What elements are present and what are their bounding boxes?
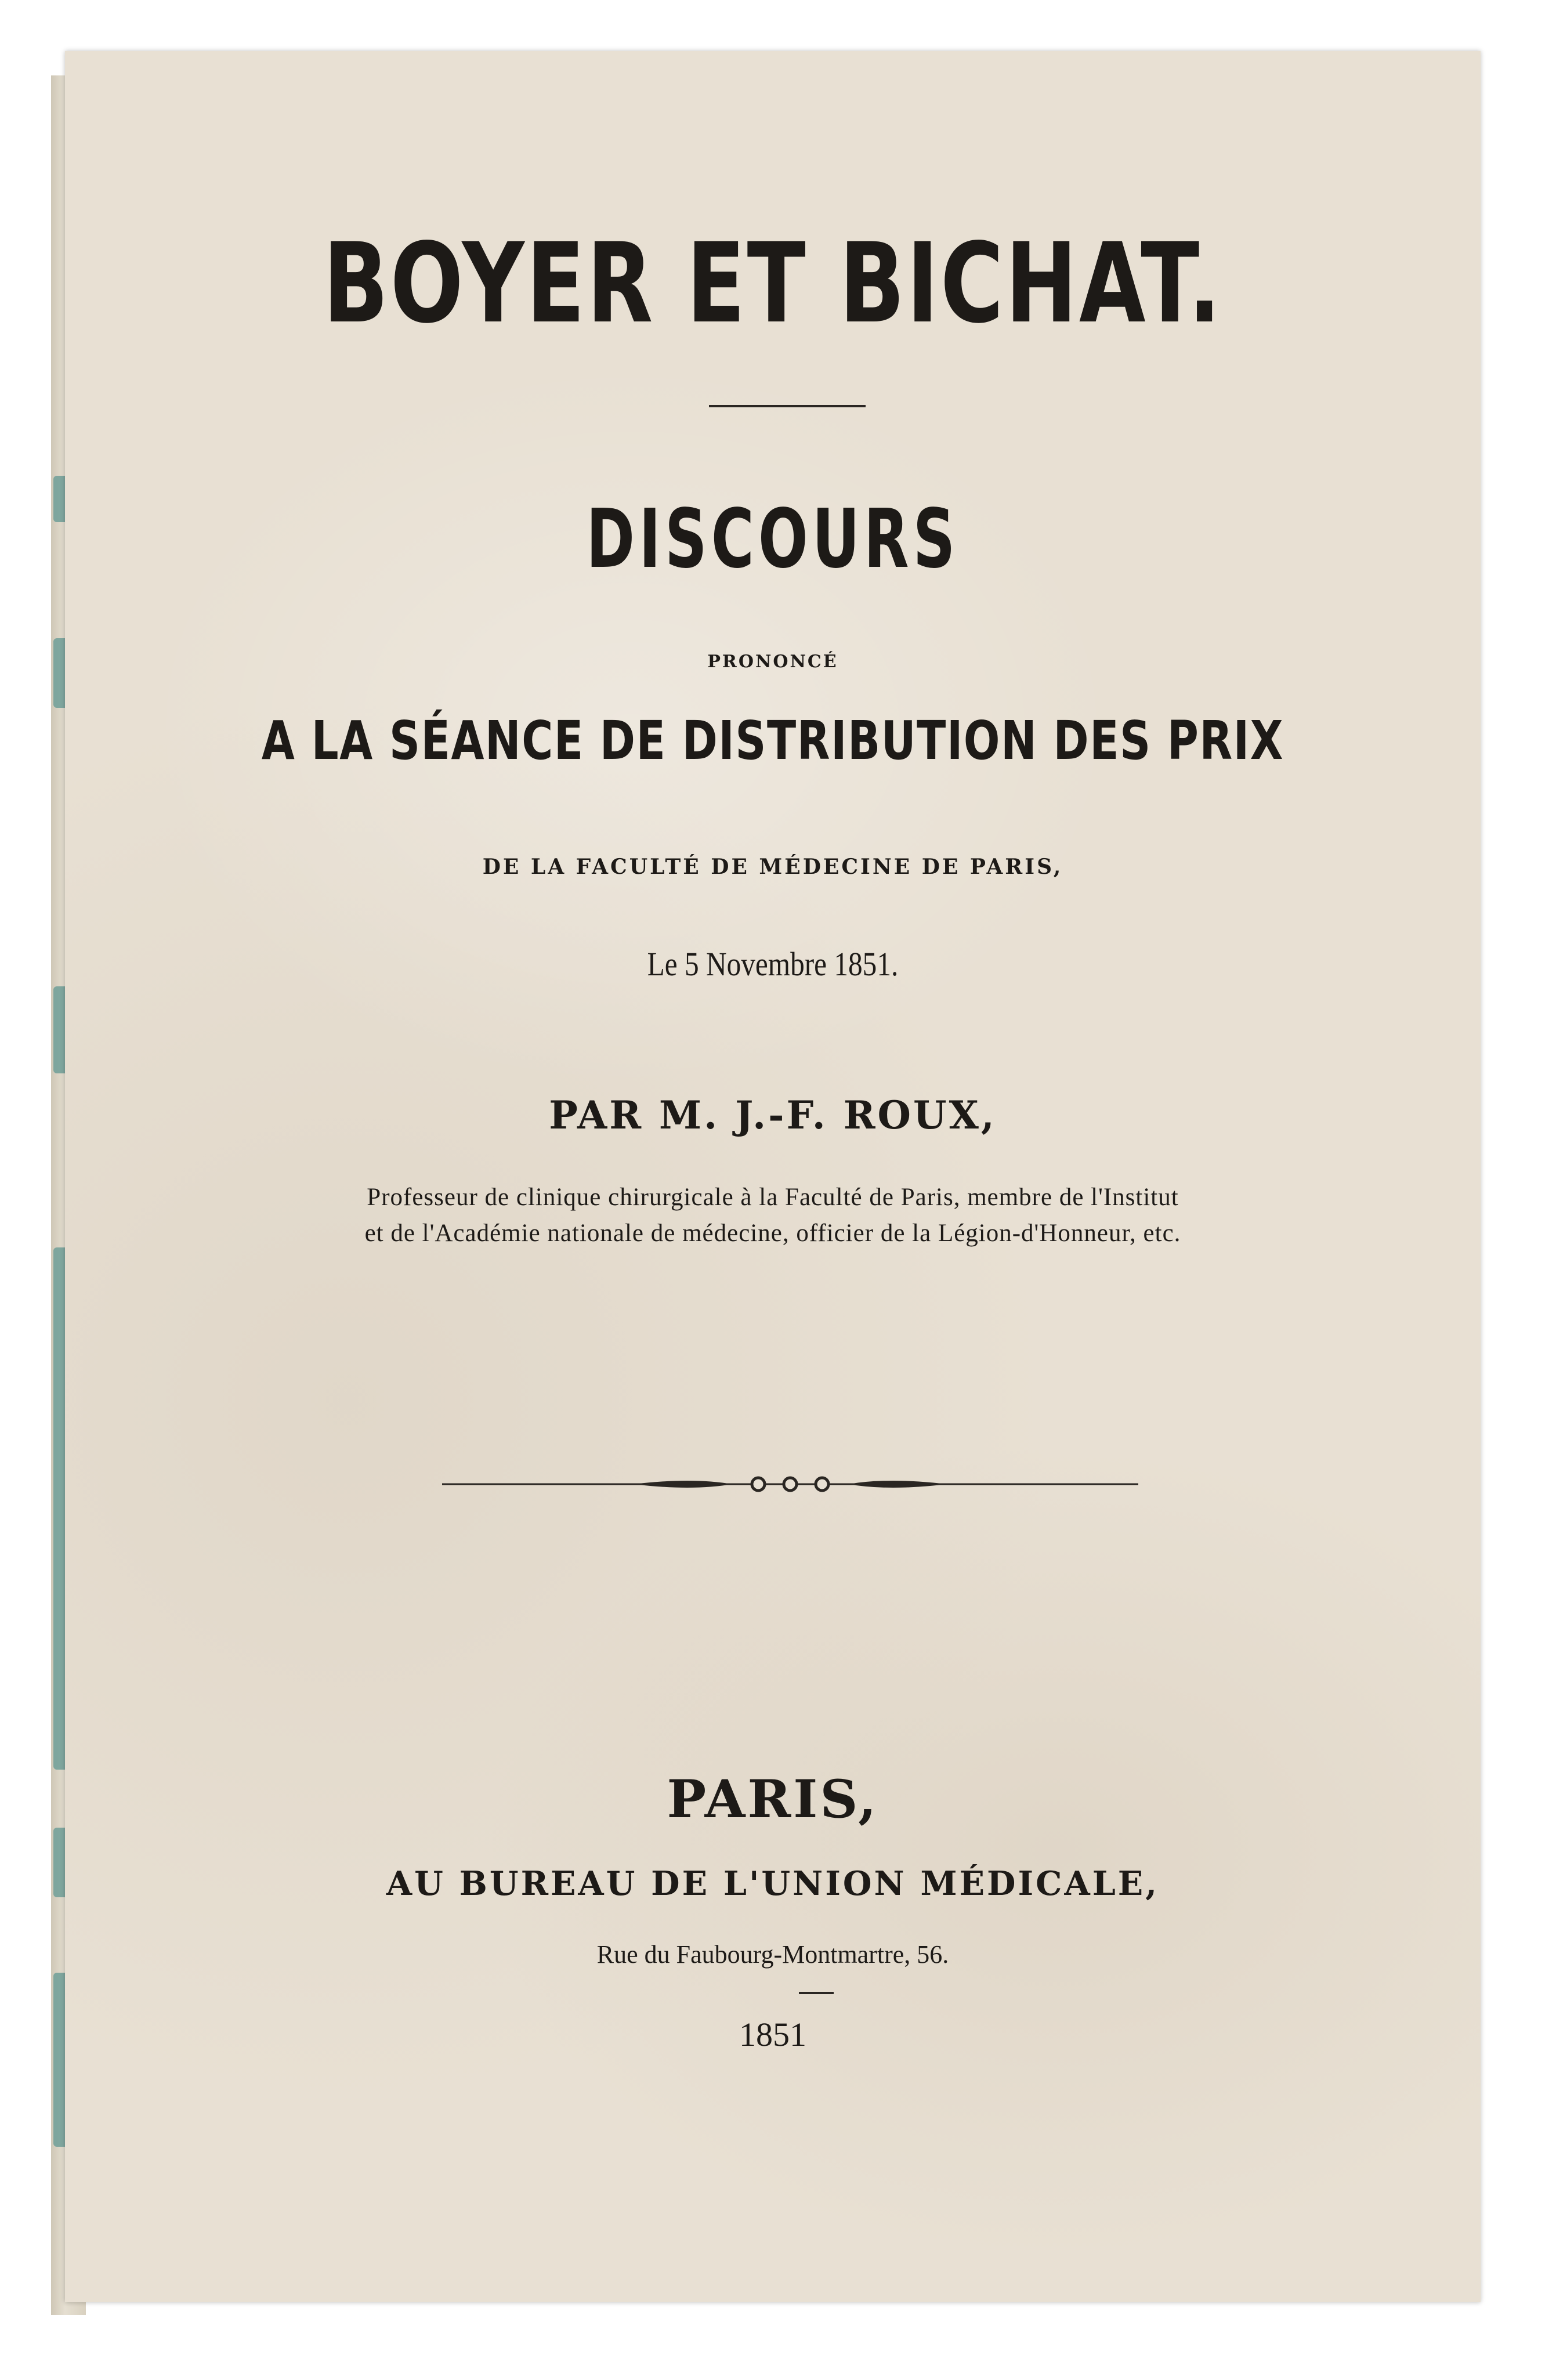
author-name: PAR M. J.-F. ROUX, (549, 1093, 997, 1138)
title-rule (709, 405, 866, 407)
speech-date: Le 5 Novembre 1851. (647, 945, 899, 983)
credentials-line-1: Professeur de clinique chirurgicale à la Faculté de Paris, membre de l'Institut (367, 1184, 1179, 1211)
title-page (65, 51, 1481, 2302)
institution-line: DE LA FACULTÉ DE MÉDECINE DE PARIS, (482, 855, 1063, 879)
publication-city: PARIS, (667, 1768, 879, 1830)
occasion-heading: A LA SÉANCE DE DISTRIBUTION DES PRIX (261, 710, 1284, 772)
discours-heading: DISCOURS (586, 492, 960, 587)
book-title: BOYER ET BICHAT. (323, 219, 1223, 348)
year-rule (799, 1992, 834, 1994)
publication-year: 1851 (739, 2016, 806, 2053)
prononce-label: PRONONCÉ (707, 652, 838, 672)
publisher-address: Rue du Faubourg-Montmartre, 56. (596, 1940, 949, 1969)
author-credentials (65, 1180, 1481, 1252)
credentials-line-2: et de l'Académie nationale de médecine, officier de la Légion-d'Honneur, etc. (364, 1220, 1181, 1247)
typographic-ornament-rule-icon (442, 1467, 1138, 1502)
publisher-name: AU BUREAU DE L'UNION MÉDICALE, (386, 1864, 1160, 1903)
